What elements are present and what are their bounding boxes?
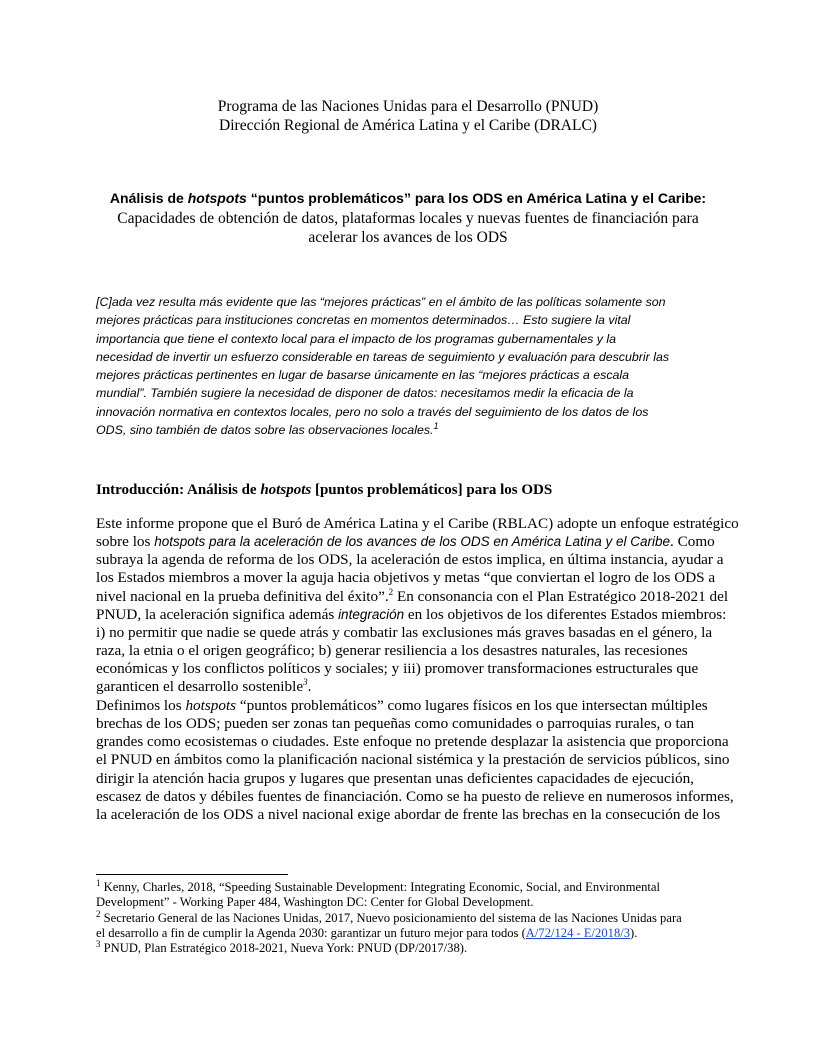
subtitle-line: acelerar los avances de los ODS — [308, 229, 508, 246]
text-span: Definimos los — [96, 697, 186, 714]
paragraph-line: económicas y los conflictos políticos y sociales; y iii) promover transformaciones estructurales que — [96, 660, 699, 678]
footnote-separator — [96, 874, 288, 875]
footnote-ref-2[interactable]: 2 — [388, 586, 394, 597]
title-italic: hotspots — [187, 190, 247, 206]
header-regional-office: Dirección Regional de América Latina y el Caribe (DRALC) — [219, 117, 597, 134]
text-span: PNUD, la aceleración significa además — [96, 605, 339, 623]
quote-line: mejores prácticas para instituciones concretas en momentos determinados… Esto sugiere la vital — [96, 313, 631, 328]
text-span: En consonancia con el Plan Estratégico 2018-2021 del — [393, 587, 729, 605]
footnote-text: Development” - Working Paper 484, Washington DC: Center for Global Development. — [96, 895, 534, 910]
quote-line: innovación normativa en contextos locales, pero no solo a través del seguimiento de los datos de los — [96, 404, 649, 419]
header-organization: Programa de las Naciones Unidas para el Desarrollo (PNUD) — [217, 98, 599, 115]
paragraph-line — [96, 605, 727, 624]
epigraph-quote — [96, 293, 720, 439]
document-header — [96, 97, 720, 135]
text-span: nivel nacional en la prueba definitiva del éxito”. — [96, 587, 389, 605]
footnote-text-line — [96, 926, 736, 941]
paragraph-line: subraya la agenda de reforma de los ODS, la aceleración de estos implica, en última instancia, ayudar a — [96, 551, 724, 569]
quote-line — [96, 421, 720, 439]
quote-line: importancia que tiene el contexto local para el impacto de los programas gubernamentales y la — [96, 331, 617, 346]
text-span: . Como — [670, 533, 715, 551]
paragraph-line: dirigir la atención hacia grupos y lugares que presentan unas deficientes capacidades de ejecución, — [96, 769, 694, 787]
document-reference-link[interactable]: A/72/124 - E/2018/3 — [525, 925, 631, 940]
paragraph-line: los Estados miembros a mover la aguja hacia objetivos y metas “que conviertan el logro de los ODS a — [96, 569, 716, 587]
heading-suffix: [puntos problemáticos] para los ODS — [311, 482, 553, 498]
title-prefix: Análisis de — [109, 190, 188, 206]
document-subtitle — [90, 209, 726, 247]
footnote-ref-3[interactable]: 3 — [303, 677, 308, 688]
paragraph-line — [96, 586, 729, 606]
text-span: sobre los — [96, 533, 155, 551]
footnotes — [96, 877, 736, 956]
quote-last-text: ODS, sino también de datos sobre las observaciones locales. — [96, 423, 434, 438]
paragraph-line: raza, la etnia o el origen geográfico; b) generar resiliencia a los desastres naturales, las recesiones — [96, 642, 688, 660]
heading-italic: hotspots — [260, 482, 312, 498]
footnote-1 — [96, 877, 736, 895]
paragraph-line: escasez de datos y débiles fuentes de financiación. Como se ha puesto de relieve en numerosos informes, — [96, 787, 734, 805]
paragraph-line — [96, 678, 720, 696]
paragraph-line: brechas de los ODS; pueden ser zonas tan pequeñas como comunidades o parroquias rurales, o tan — [96, 715, 695, 733]
footnote-text: el desarrollo a fin de cumplir la Agenda 2030: garantizar un futuro mejor para todos ( — [96, 925, 526, 940]
text-span: garanticen el desarrollo sostenible — [96, 678, 304, 696]
text-span: . — [307, 678, 312, 696]
footnote-text: Kenny, Charles, 2018, “Speeding Sustainable Development: Integrating Economic, Social, and Environmental — [100, 880, 660, 894]
paragraph-line: grandes como ecosistemas o ciudades. Este enfoque no pretende desplazar la asistencia que proporciona — [96, 733, 729, 751]
document-title — [90, 188, 726, 208]
footnote-ref-1[interactable]: 1 — [433, 420, 439, 431]
quote-line: mejores prácticas pertinentes en lugar de basarse únicamente en las “mejores prácticas a escala — [96, 368, 630, 383]
quote-line: necesidad de invertir un esfuerzo considerable en tareas de seguimiento y evaluación para descubrir las — [96, 349, 670, 364]
text-span: en los objetivos de los diferentes Estados miembros: — [404, 605, 727, 623]
footnote-2 — [96, 908, 736, 926]
paragraph-2 — [96, 697, 734, 824]
quote-line: [C]ada vez resulta más evidente que las “mejores prácticas” en el ámbito de las políticas solamente son — [96, 295, 666, 309]
footnote-number: 2 — [96, 908, 101, 919]
emphasis-text: hotspots para la aceleración de los avances de los ODS en América Latina y el Caribe — [154, 534, 671, 550]
emphasis-text: hotspots — [185, 697, 237, 714]
title-block — [90, 188, 726, 247]
footnote-number: 3 — [96, 939, 101, 949]
section-heading — [96, 481, 720, 500]
footnote-3 — [96, 941, 736, 956]
footnote-text: Secretario General de las Naciones Unidas, 2017, Nuevo posicionamiento del sistema de las Naciones Unidas para — [100, 910, 682, 925]
footnote-number: 1 — [96, 877, 101, 888]
heading-prefix: Introducción: Análisis de — [96, 482, 261, 498]
quote-line: mundial”. También sugiere la necesidad de disponer de datos: necesitamos medir la eficacia de la — [96, 386, 634, 401]
paragraph-1 — [96, 515, 739, 697]
emphasis-text: integración — [338, 606, 405, 622]
paragraph-line: Este informe propone que el Buró de América Latina y el Caribe (RBLAC) adopte un enfoque estratégico — [96, 515, 739, 532]
text-span: “puntos problemáticos” como lugares físicos en los que intersectan múltiples — [236, 697, 708, 714]
paragraph-line: la aceleración de los ODS a nivel nacional exige abordar de frente las brechas en la consecución de los — [96, 805, 721, 823]
footnote-text: ). — [630, 925, 638, 940]
title-suffix: “puntos problemáticos” para los ODS en América Latina y el Caribe: — [246, 190, 707, 206]
paragraph-line — [96, 697, 720, 715]
footnote-text: PNUD, Plan Estratégico 2018-2021, Nueva York: PNUD (DP/2017/38). — [100, 941, 468, 956]
subtitle-line: Capacidades de obtención de datos, plataformas locales y nuevas fuentes de financiación para — [117, 210, 699, 227]
paragraph-line: i) no permitir que nadie se quede atrás y combatir las exclusiones más graves basadas en el género, la — [96, 623, 713, 641]
paragraph-line: el PNUD en ámbitos como la planificación nacional sistémica y la prestación de servicios públicos, sino — [96, 751, 730, 769]
paragraph-line — [96, 533, 720, 551]
